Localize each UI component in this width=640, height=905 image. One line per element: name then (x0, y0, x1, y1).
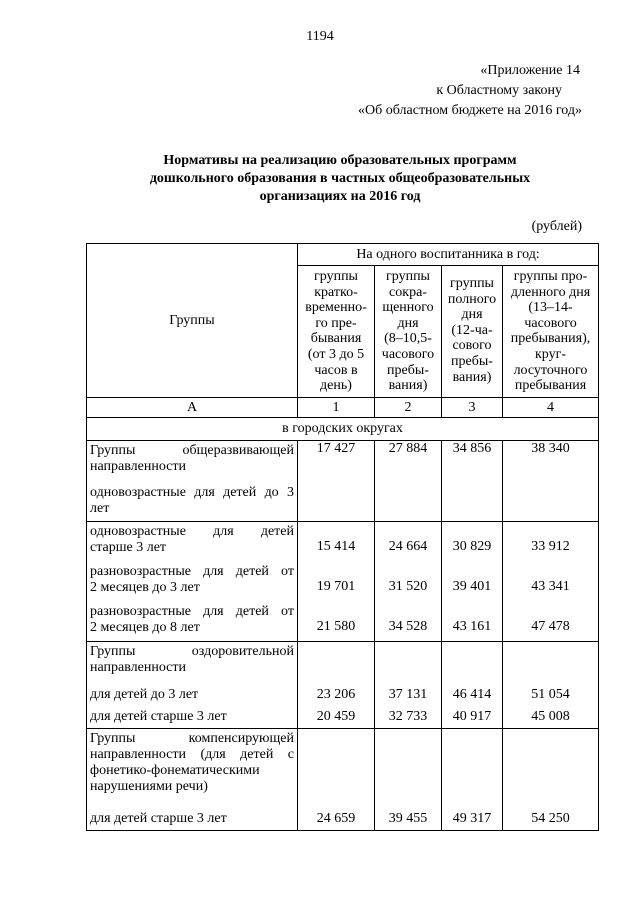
document-title (80, 152, 600, 206)
value-column-1 (298, 729, 375, 831)
appendix-line-3: «Об областном бюджете на 2016 год» (358, 103, 582, 118)
col-index-1: 1 (298, 398, 375, 418)
table-cell: 43 161 (452, 619, 492, 634)
table-cell: 15 414 (316, 539, 356, 554)
table-cell: 37 131 (388, 687, 428, 702)
table-cell: 21 580 (316, 619, 356, 634)
value-column-3 (442, 642, 503, 729)
table-cell: 32 733 (388, 709, 428, 724)
table-cell: 40 917 (452, 709, 492, 724)
table-cell: 39 401 (452, 579, 492, 594)
appendix-note (300, 61, 582, 121)
table-cell: 39 455 (388, 811, 428, 826)
table-cell: 17 427 (298, 441, 375, 522)
value-column-2 (375, 642, 442, 729)
table-cell: 47 478 (531, 619, 570, 634)
table-cell: 24 659 (316, 811, 356, 826)
value-column-1 (298, 642, 375, 729)
table-cell: 38 340 (503, 441, 599, 522)
header-col-3: группы полного дня (12-ча- сового пребы- вания) (442, 266, 503, 398)
col-index-4: 4 (503, 398, 599, 418)
table-row-label: для детей до 3 лет (90, 687, 199, 702)
header-groups: Группы (87, 244, 298, 398)
table-cell: 43 341 (531, 579, 570, 594)
table-row-label: разновозрастные для детей от 2 месяцев до 3 лет (90, 564, 294, 595)
block-health (87, 642, 298, 729)
block-compensating (87, 729, 298, 831)
value-column-4 (503, 729, 599, 831)
group-heading: Группы оздоровительной направленности (90, 644, 294, 675)
table-cell: 49 317 (452, 811, 492, 826)
block-general-dev (87, 441, 298, 522)
table-cell: 45 008 (531, 709, 570, 724)
section-city-districts: в городских округах (87, 418, 599, 441)
appendix-line-1: «Приложение 14 (480, 63, 580, 78)
appendix-line-2: к Областному закону (436, 83, 562, 98)
norms-table (86, 243, 599, 831)
value-column-3 (442, 729, 503, 831)
table-cell: 33 912 (531, 539, 570, 554)
title-line-3: организациях на 2016 год (259, 189, 421, 204)
col-index-3: 3 (442, 398, 503, 418)
table-cell: 19 701 (316, 579, 356, 594)
unit-label: (рублей) (531, 219, 582, 234)
table-row-label: одновозрастные для детей до 3 лет (90, 485, 294, 516)
group-heading: Группы компенсирующей направленности (для детей с фонетико-фонематическими нарушениями речи) (90, 731, 294, 794)
table-cell: 20 459 (316, 709, 356, 724)
group-heading: Группы общеразвивающей направленности (90, 443, 294, 474)
table-row-label: одновозрастные для детей старше 3 лет (90, 524, 294, 555)
header-per-child: На одного воспитанника в год: (298, 244, 599, 266)
table-cell: 51 054 (531, 687, 570, 702)
table-cell: 54 250 (531, 811, 570, 826)
table-cell: 46 414 (452, 687, 492, 702)
value-column-4 (503, 642, 599, 729)
title-line-2: дошкольного образования в частных общеобразовательных (149, 171, 531, 186)
table-cell: 34 528 (388, 619, 428, 634)
table-cell: 34 856 (442, 441, 503, 522)
header-col-1: группы кратко- временно- го пре- бывания (от 3 до 5 часов в день) (298, 266, 375, 398)
table-row-label: для детей старше 3 лет (90, 811, 227, 826)
value-column-4 (503, 522, 599, 642)
header-col-2: группы сокра- щенного дня (8–10,5- часового пребы- вания) (375, 266, 442, 398)
col-index-a: А (87, 398, 298, 418)
table-row-label: для детей старше 3 лет (90, 709, 227, 724)
col-index-2: 2 (375, 398, 442, 418)
value-column-2 (375, 729, 442, 831)
value-column-3 (442, 522, 503, 642)
title-line-1: Нормативы на реализацию образовательных программ (163, 153, 517, 168)
table-cell: 31 520 (388, 579, 428, 594)
value-column-1 (298, 522, 375, 642)
table-cell: 27 884 (375, 441, 442, 522)
page-number: 1194 (306, 29, 334, 44)
table-cell: 24 664 (388, 539, 428, 554)
table-row-label: разновозрастные для детей от 2 месяцев до 8 лет (90, 604, 294, 635)
table-cell: 30 829 (452, 539, 492, 554)
block-age-groups (87, 522, 298, 642)
header-col-4: группы про- дленного дня (13–14- часового пребывания), круг- лосуточного пребывания (503, 266, 599, 398)
table-cell: 23 206 (316, 687, 356, 702)
value-column-2 (375, 522, 442, 642)
